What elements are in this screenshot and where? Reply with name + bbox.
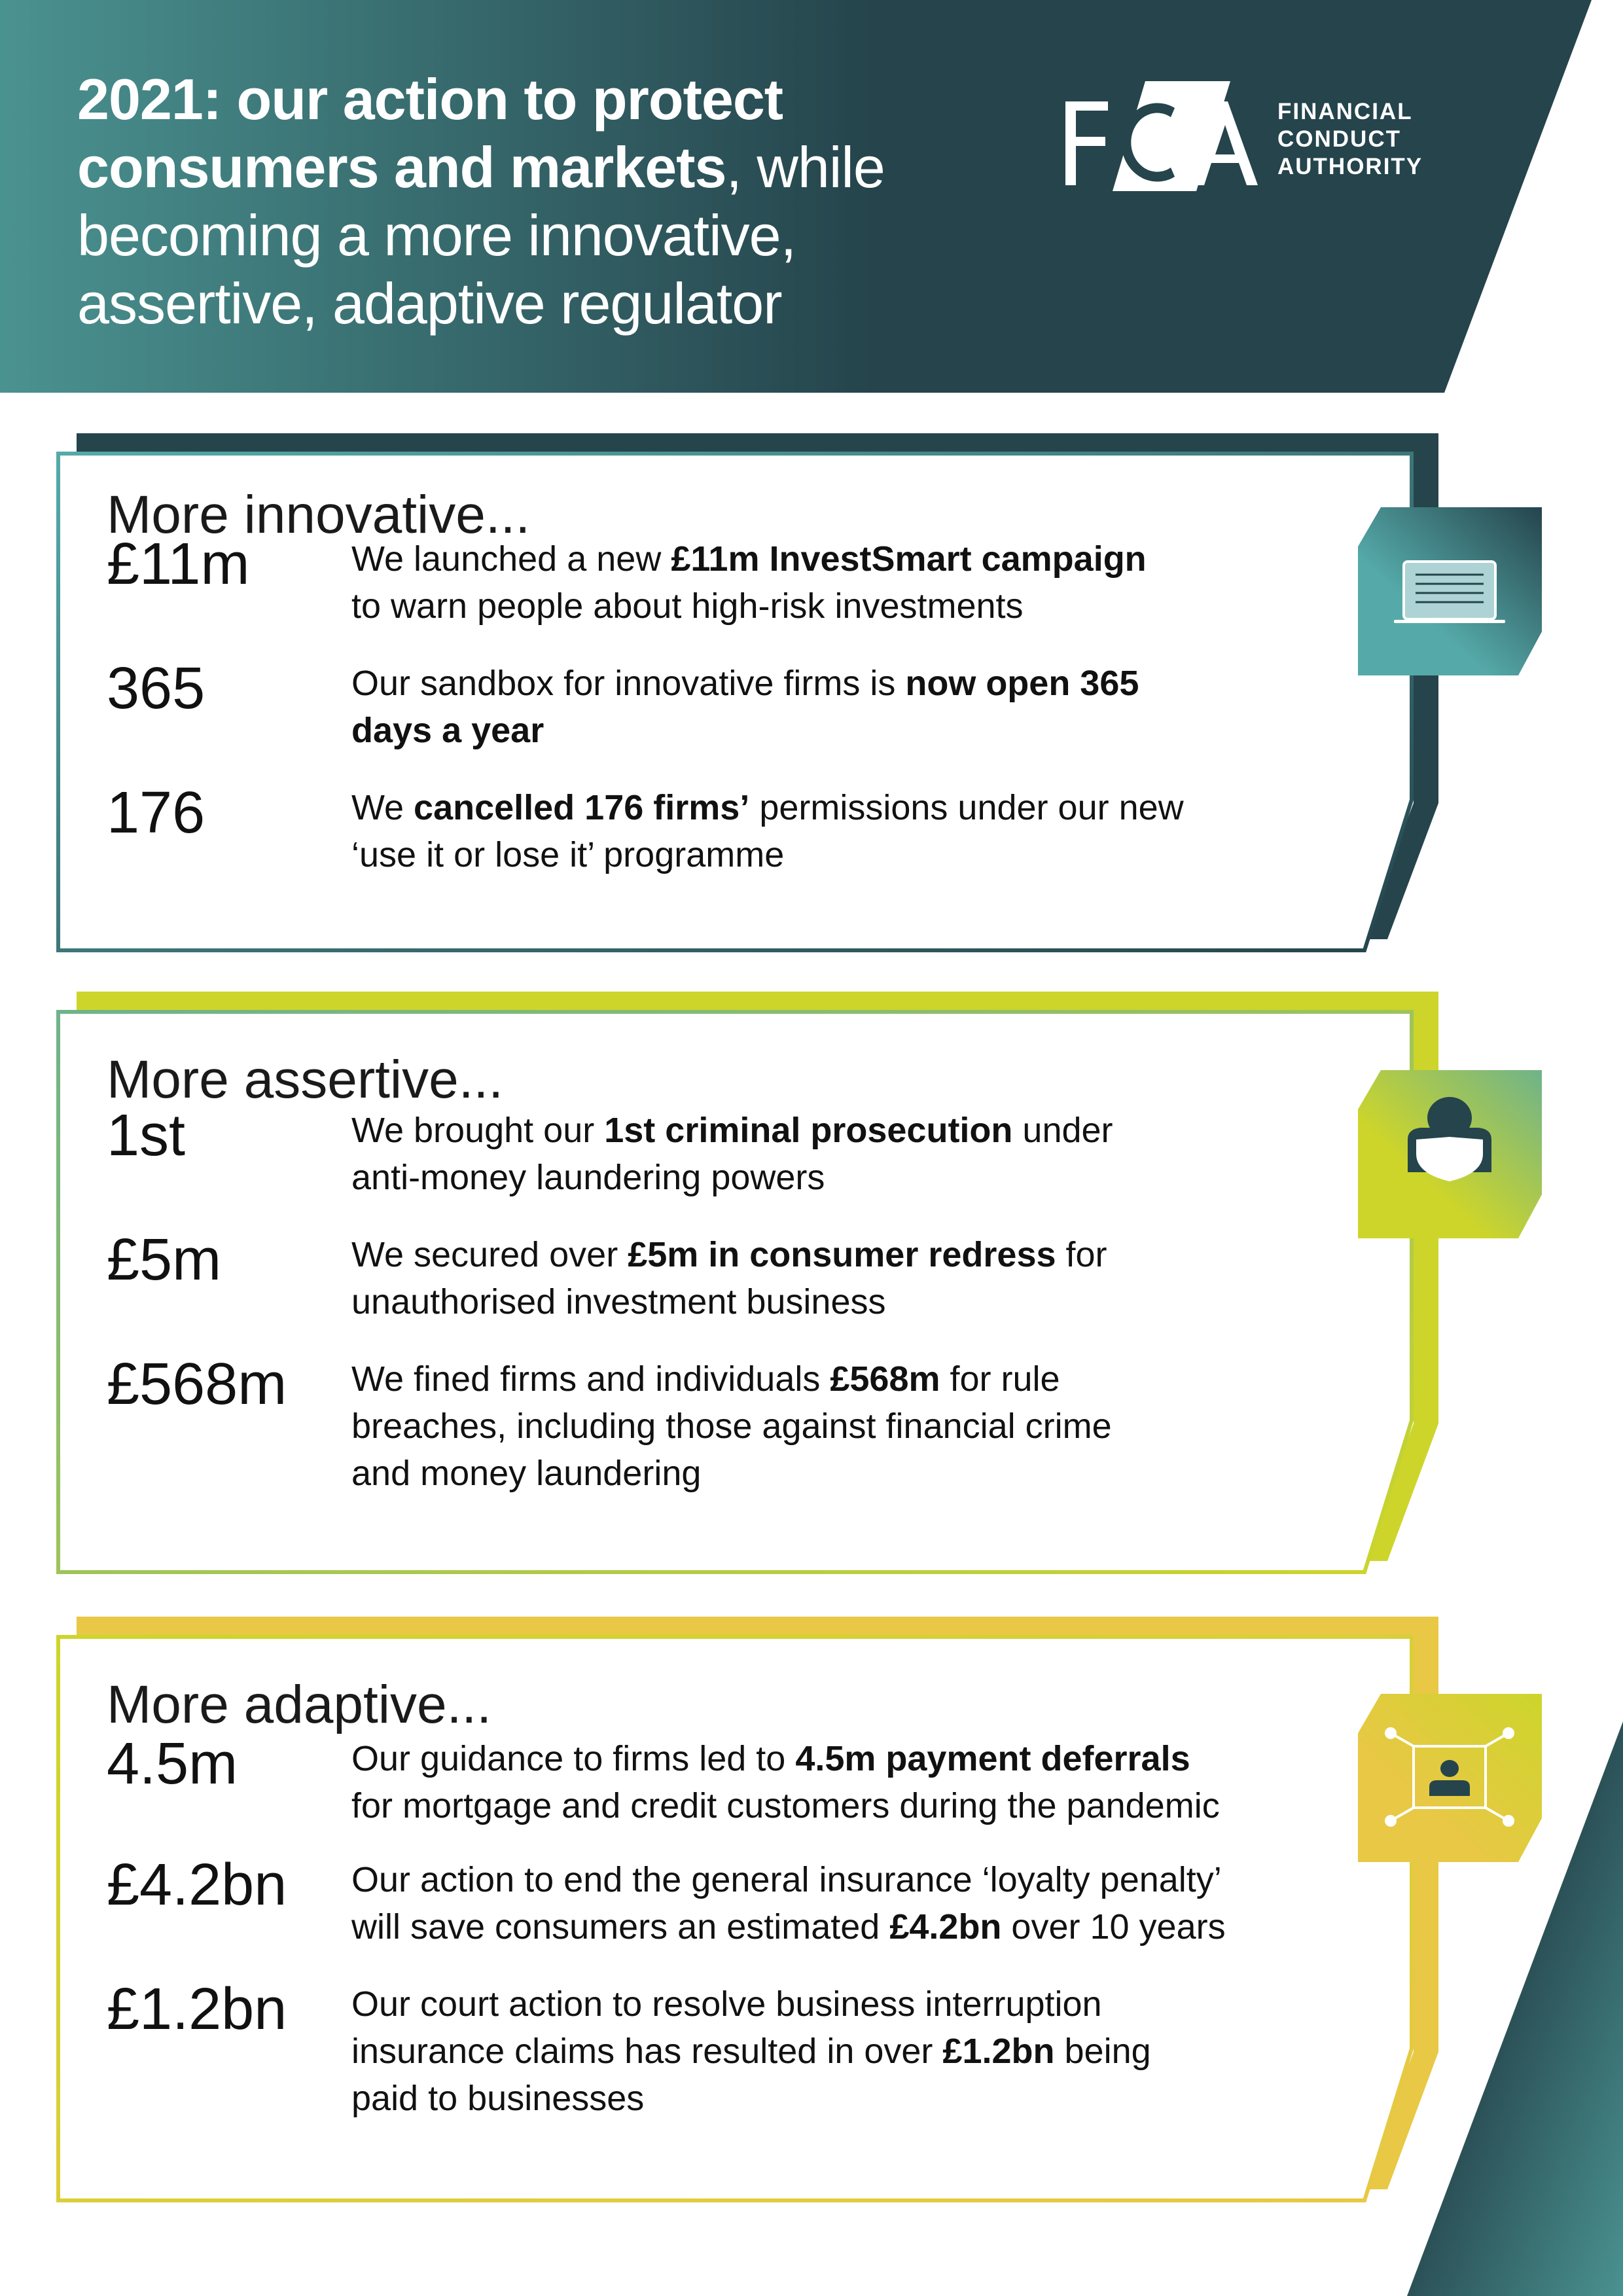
text-segment: Our sandbox for innovative firms is <box>351 664 906 703</box>
bold-text: now open 365 <box>905 664 1139 703</box>
text-line <box>351 707 1372 754</box>
text-segment: insurance claims has resulted in over <box>351 2032 943 2071</box>
stat-description <box>351 1355 1372 1497</box>
text-line <box>351 660 1372 707</box>
laptop-icon <box>1394 562 1505 623</box>
section-heading: More assertive... <box>107 1050 504 1109</box>
section-heading: More innovative... <box>107 485 531 545</box>
stat-description <box>351 1735 1372 1829</box>
stat-value: £4.2bn <box>107 1852 287 1918</box>
stat-value: £568m <box>107 1352 287 1417</box>
text-segment: paid to businesses <box>351 2079 645 2118</box>
text-line <box>351 1403 1372 1450</box>
text-segment: to warn people about high-risk investments <box>351 586 1024 626</box>
text-line <box>351 831 1372 878</box>
text-segment: We secured over <box>351 1235 628 1274</box>
text-line <box>351 1278 1372 1325</box>
text-line <box>77 202 885 270</box>
text-segment: anti-money laundering powers <box>351 1158 825 1197</box>
text-line <box>351 1981 1372 2028</box>
text-segment: for rule <box>940 1359 1060 1399</box>
text-segment: We <box>351 788 414 827</box>
stat-description <box>351 1231 1372 1325</box>
text-segment: We brought our <box>351 1111 605 1150</box>
section-card-1 <box>0 433 1623 965</box>
text-segment: for <box>1056 1235 1107 1274</box>
stat-value: £11m <box>107 531 250 597</box>
text-segment: , while <box>726 135 885 200</box>
text-line <box>351 535 1372 583</box>
bold-text: 4.5m payment deferrals <box>795 1739 1190 1778</box>
bold-text: £5m in consumer redress <box>628 1235 1056 1274</box>
bold-text: £11m InvestSmart campaign <box>671 539 1147 579</box>
text-segment: We fined firms and individuals <box>351 1359 830 1399</box>
stat-value: £1.2bn <box>107 1977 287 2042</box>
text-line <box>351 1355 1372 1403</box>
text-line <box>351 1107 1372 1154</box>
text-segment: ‘use it or lose it’ programme <box>351 835 785 874</box>
text-segment: Our guidance to firms led to <box>351 1739 796 1778</box>
stat-value: 176 <box>107 780 205 846</box>
text-line <box>77 134 885 202</box>
bold-text: cancelled 176 firms’ <box>414 788 750 827</box>
text-segment: and money laundering <box>351 1454 702 1493</box>
text-segment: unauthorised investment business <box>351 1282 886 1321</box>
page-title <box>77 65 885 338</box>
text-segment: assertive, adaptive regulator <box>77 271 782 336</box>
text-line <box>351 583 1372 630</box>
text-segment: Our court action to resolve business interruption <box>351 1984 1102 2024</box>
text-line <box>351 1782 1372 1829</box>
bold-text: £1.2bn <box>942 2032 1055 2071</box>
text-line <box>351 1450 1372 1497</box>
stat-description <box>351 1107 1372 1201</box>
text-segment: under <box>1012 1111 1113 1150</box>
section-card-2 <box>0 992 1623 1587</box>
stat-value: £5m <box>107 1227 222 1293</box>
section-card-3 <box>0 1617 1623 2215</box>
stat-description <box>351 784 1372 878</box>
bold-text: 1st criminal prosecution <box>604 1111 1013 1150</box>
bold-text: £4.2bn <box>889 1907 1002 1946</box>
text-segment: permissions under our new <box>749 788 1184 827</box>
text-segment: becoming a more innovative, <box>77 203 796 268</box>
section-heading: More adaptive... <box>107 1675 491 1734</box>
stat-value: 365 <box>107 656 205 721</box>
text-line <box>351 1903 1372 1950</box>
bold-text: 2021: our action to protect <box>77 67 783 132</box>
text-line <box>77 65 885 134</box>
text-segment: being <box>1054 2032 1151 2071</box>
stat-description <box>351 535 1372 630</box>
text-line <box>351 1856 1372 1903</box>
text-segment: for mortgage and credit customers during the pandemic <box>351 1786 1220 1825</box>
text-segment: Our action to end the general insurance ‘loyalty penalty’ <box>351 1860 1222 1899</box>
stat-value: 4.5m <box>107 1731 238 1797</box>
text-line <box>351 2028 1372 2075</box>
bold-text: £568m <box>830 1359 940 1399</box>
icon-box <box>1358 1694 1542 1862</box>
text-line <box>351 1735 1372 1782</box>
text-segment: over 10 years <box>1001 1907 1226 1946</box>
stat-description <box>351 1856 1372 1950</box>
bold-text: days a year <box>351 711 544 750</box>
text-line <box>77 270 885 338</box>
text-line <box>351 1154 1372 1201</box>
text-line <box>351 784 1372 831</box>
text-segment: will save consumers an estimated <box>351 1907 890 1946</box>
text-segment: We launched a new <box>351 539 671 579</box>
text-segment: breaches, including those against financial crime <box>351 1407 1112 1446</box>
stat-description <box>351 1981 1372 2122</box>
stat-value: 1st <box>107 1103 186 1168</box>
logo-wordmark: FINANCIAL CONDUCT AUTHORITY <box>1277 99 1423 179</box>
bold-text: consumers and markets <box>77 135 726 200</box>
text-line <box>351 2075 1372 2122</box>
stat-description <box>351 660 1372 754</box>
text-line <box>351 1231 1372 1278</box>
